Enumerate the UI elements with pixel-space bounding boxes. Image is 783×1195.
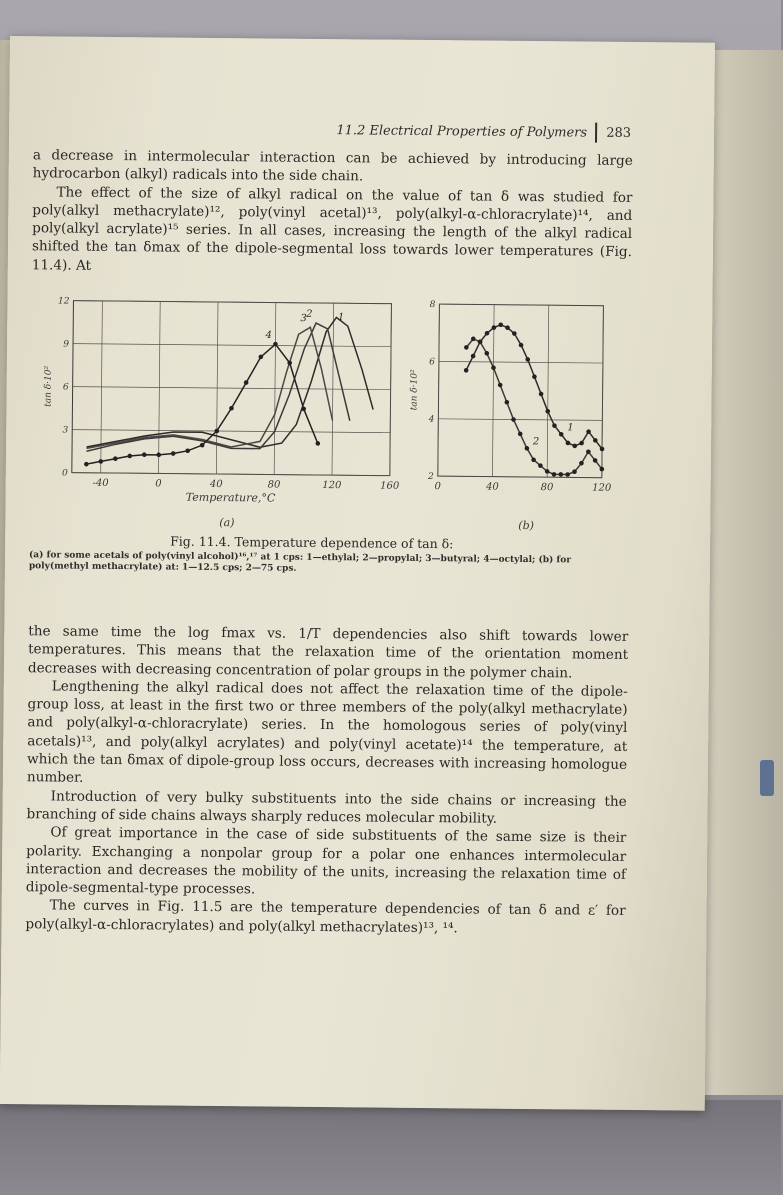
paragraph: a decrease in intermolecular interaction can be achieved by introducing large hydrocarbon (alkyl) radicals into the side chain. [32, 147, 633, 185]
y-tick-label: 8 [429, 300, 436, 311]
paragraph: the same time the log fmax vs. 1/T dependencies also shift towards lower temperatures. This means that the relaxation time of the orientation moment decreases with decreasing concentration of polar groups in the polymer chain. [27, 623, 629, 682]
table-surface [0, 1100, 781, 1195]
figure-title: Fig. 11.4. Temperature dependence of tan δ: [170, 533, 454, 552]
data-point [492, 325, 497, 330]
data-point [545, 469, 550, 474]
data-point [244, 380, 249, 385]
x-tick-label: 120 [322, 480, 342, 492]
running-head-separator [595, 123, 597, 143]
series-label-4: 4 [265, 330, 272, 342]
data-point [273, 342, 278, 347]
x-tick-label: 120 [592, 482, 612, 494]
data-point [84, 462, 89, 467]
y-tick-label: 4 [428, 414, 435, 425]
page-number: 283 [606, 125, 632, 141]
data-point [600, 447, 605, 452]
series-line-1 [465, 324, 603, 449]
x-tick-label: 160 [380, 480, 400, 492]
data-point [593, 458, 598, 463]
data-point [471, 337, 476, 342]
y-tick-label: 0 [62, 468, 68, 479]
data-point [287, 361, 292, 366]
x-gridline [492, 305, 494, 477]
y-gridline [73, 301, 391, 304]
panel-label-a: (a) [219, 516, 235, 530]
data-point [113, 456, 118, 461]
figure-caption: (a) for some acetals of poly(vinyl alcohol)¹⁶,¹⁷ at 1 cps: 1—ethylal; 2—propylal; 3—butyral; 4—octylal; (b) for poly(methyl methacrylate) at: 1—12.5 cps; 2—75 cps. [28, 550, 572, 574]
paragraph: Introduction of very bulky substituents into the side chains or increasing the branching of side chains always sharply reduces molecular mobility. [26, 788, 627, 827]
data-point [464, 368, 469, 373]
y-gridline [438, 476, 602, 478]
data-point [593, 438, 598, 443]
series-label-3: 3 [300, 313, 307, 325]
data-point [478, 339, 483, 344]
running-head-title: 11.2 Electrical Properties of Polymers [336, 123, 588, 141]
data-point [99, 459, 104, 464]
y-tick-label: 6 [429, 357, 435, 368]
x-tick-label: 0 [434, 481, 441, 493]
y-tick-label: 3 [62, 425, 69, 436]
y-gridline [438, 419, 602, 421]
y-gridline [73, 344, 391, 347]
series-label-1: 1 [567, 422, 574, 434]
x-tick-label: 40 [485, 481, 499, 493]
y-axis-label: tan δ·10² [43, 365, 54, 407]
y-gridline [72, 473, 390, 476]
data-point [539, 392, 544, 397]
series-line-2 [465, 339, 603, 475]
data-point [572, 469, 577, 474]
data-point [498, 322, 503, 327]
data-point [316, 441, 321, 446]
data-point [200, 443, 205, 448]
data-point [586, 429, 591, 434]
data-point [538, 463, 543, 468]
data-point [301, 407, 306, 412]
series-line-1 [87, 315, 374, 450]
data-point [525, 357, 530, 362]
data-point [259, 355, 264, 360]
body-text-top [32, 146, 633, 280]
x-tick-label: -40 [92, 477, 109, 489]
data-point [559, 432, 564, 437]
book-page [0, 36, 715, 1111]
data-point [558, 472, 563, 477]
data-point [572, 444, 577, 449]
paragraph: Lengthening the alkyl radical does not affect the relaxation time of the dipole-group loss, at least in the first two or three members of the poly(alkyl methacrylate) and poly(alkyl-α-chloracrylate) series. In the homologous series of poly(vinyl acetals)¹³, and poly(alkyl acrylates) and poly(vinyl acetate)¹⁴ the temperature, at which the tan δmax of dipole-group loss occurs, decreases with increasing homologue number. [26, 678, 628, 787]
bookmark-tab [760, 760, 774, 796]
data-point [531, 458, 536, 463]
data-point [214, 429, 219, 434]
paragraph: The effect of the size of alkyl radical on the value of tan δ was studied for poly(alkyl methacrylate)¹², poly(vinyl acetal)¹³, poly(alkyl-α-chloracrylate)¹⁴, and poly(alkyl acrylate)¹⁵ series. In all cases, increasing the length of the alkyl radical shifted the tan δmax of the dipole-segmental loss towards lower temperatures (Fig. 11.4). At [31, 184, 633, 274]
plot-frame [438, 304, 604, 478]
data-point [552, 472, 557, 477]
data-point [512, 331, 517, 336]
data-point [525, 446, 530, 451]
x-tick-label: 80 [540, 482, 554, 494]
data-point [518, 432, 523, 437]
x-gridline [547, 305, 549, 477]
paragraph: The curves in Fig. 11.5 are the temperature dependencies of tan δ and ε′ for poly(alkyl-α-chloracrylates) and poly(alkyl methacrylates)¹³, ¹⁴. [25, 897, 626, 937]
series-label-2: 2 [532, 436, 540, 448]
data-point [471, 354, 476, 359]
data-point [532, 374, 537, 379]
data-point [505, 400, 510, 405]
x-tick-label: 80 [267, 479, 281, 491]
data-point [185, 448, 190, 453]
data-point [545, 409, 550, 414]
data-point [519, 343, 524, 348]
data-point [505, 325, 510, 330]
data-point [566, 441, 571, 446]
data-point [552, 423, 557, 428]
paragraph: Of great importance in the case of side substituents of the same size is their polarity. Exchanging a nonpolar group for a polar one enhances intermolecular interaction and decreases the mobility of the units, increasing the relaxation time of dipole-segmental-type processes. [25, 824, 627, 898]
y-tick-label: 9 [63, 339, 70, 350]
chart-panel-b [403, 298, 610, 528]
chart-panel-a [43, 294, 401, 525]
data-point [485, 331, 490, 336]
x-gridline [438, 304, 440, 476]
series-label-1: 1 [337, 312, 345, 324]
data-point [156, 452, 161, 457]
data-point [498, 383, 503, 388]
x-gridline [602, 306, 604, 478]
data-point [484, 351, 489, 356]
data-point [491, 365, 496, 370]
y-tick-label: 12 [57, 296, 70, 307]
data-point [586, 449, 591, 454]
data-point [127, 454, 132, 459]
body-text-bottom [25, 622, 628, 939]
y-axis-label: tan δ·10² [409, 369, 420, 411]
data-point [600, 467, 605, 472]
x-tick-label: 0 [155, 478, 162, 490]
y-gridline [72, 430, 390, 433]
series-label-2: 2 [306, 308, 313, 320]
data-point [579, 461, 584, 466]
data-point [171, 451, 176, 456]
data-point [579, 441, 584, 446]
data-point [142, 452, 147, 457]
panel-label-b: (b) [518, 518, 535, 533]
x-axis-label: Temperature,°C [185, 490, 276, 505]
series-line-4 [86, 342, 318, 466]
running-head [271, 119, 631, 148]
y-gridline [439, 304, 603, 306]
data-point [565, 472, 570, 477]
y-tick-label: 6 [62, 382, 69, 393]
data-point [464, 345, 469, 350]
data-point [229, 406, 234, 411]
y-tick-label: 2 [428, 472, 434, 483]
x-tick-label: 40 [209, 478, 223, 491]
data-point [511, 417, 516, 422]
y-gridline [439, 361, 603, 363]
